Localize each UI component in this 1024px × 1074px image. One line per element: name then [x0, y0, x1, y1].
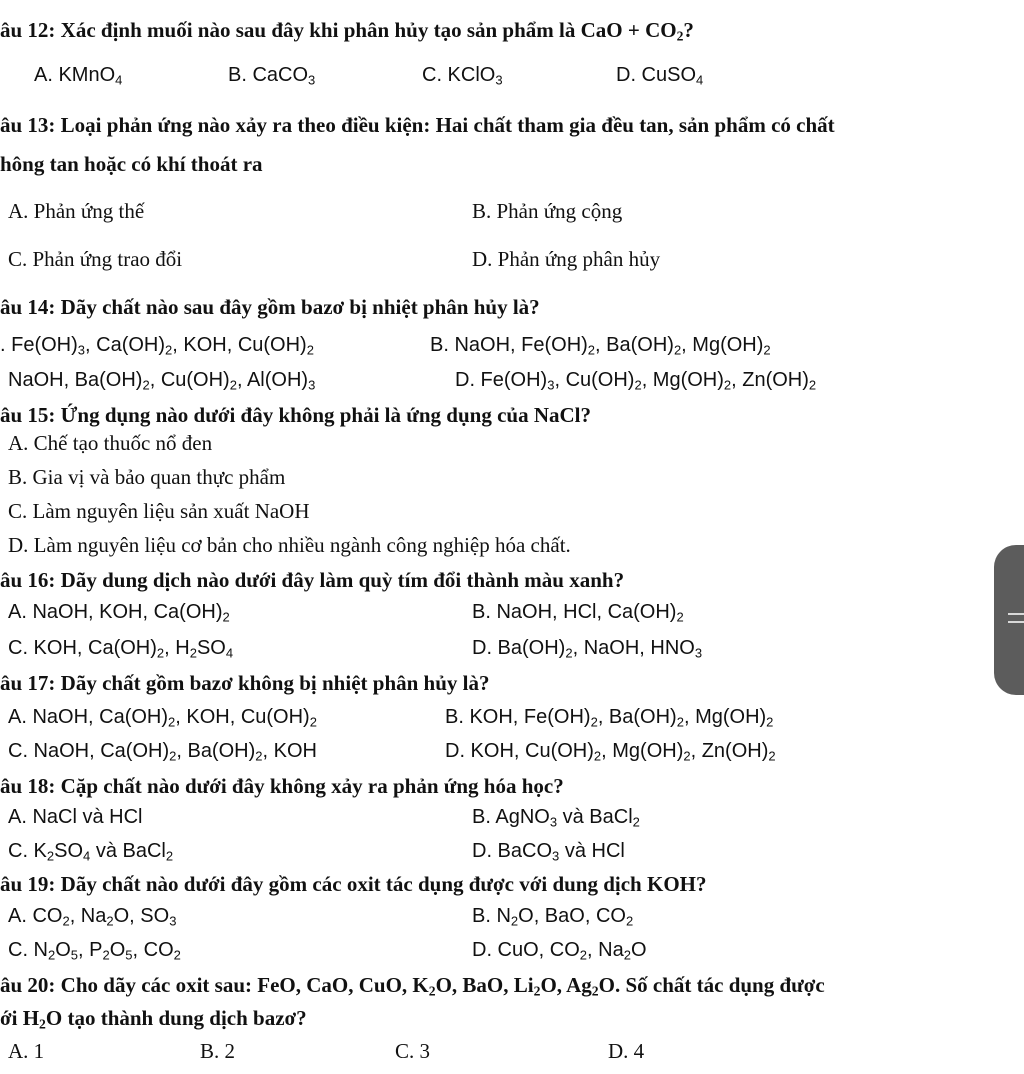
q20-option-c: C. 3 — [395, 1039, 431, 1063]
q15-option-b: B. Gia vị và bảo quan thực phẩm — [8, 465, 286, 489]
q15-option-a: A. Chế tạo thuốc nổ đen — [8, 431, 213, 455]
q18-option-d: D. BaCO$_3$ và HCl — [472, 840, 625, 864]
q14-option-b: B. NaOH, $Fe(OH)_2$, $Ba(OH)_2$, $Mg(OH)_2$ — [430, 334, 771, 358]
question-20-title-cont: ới $H_2O$ tạo thành dung dịch bazơ? — [0, 1006, 307, 1032]
q20-option-b: B. 2 — [200, 1039, 236, 1063]
question-17-title: âu 17: Dãy chất gồm bazơ không bị nhiệt phân hủy là? — [0, 671, 490, 695]
question-15-title: âu 15: Ứng dụng nào dưới đây không phải là ứng dụng của NaCl? — [0, 403, 592, 427]
q20-option-d: D. 4 — [608, 1039, 645, 1063]
q16-option-c: C. KOH, $Ca(OH)_2$, $H_2SO_4$ — [8, 637, 234, 661]
question-14-title: âu 14: Dãy chất nào sau đây gồm bazơ bị nhiệt phân hủy là? — [0, 295, 540, 319]
question-16-title: âu 16: Dãy dung dịch nào dưới đây làm quỳ tím đổi thành màu xanh? — [0, 568, 625, 592]
q12-option-a: A. KMnO$_4$ — [34, 64, 123, 88]
q15-option-c: C. Làm nguyên liệu sản xuất NaOH — [8, 499, 310, 523]
question-20-title: âu 20: Cho dãy các oxit sau: FeO, CaO, CuO, $K_2O$, BaO, $Li_2O$, $Ag_2O$. Số chất tác dụng được — [0, 973, 825, 999]
q12-option-b: B. CaCO$_3$ — [228, 64, 316, 88]
q17-option-a: A. NaOH, $Ca(OH)_2$, KOH, $Cu(OH)_2$ — [8, 706, 317, 730]
q12-option-d: D. CuSO$_4$ — [616, 64, 704, 88]
q14-option-a: . $Fe(OH)_3$, $Ca(OH)_2$, KOH, $Cu(OH)_2$ — [0, 334, 314, 358]
q18-option-b: B. AgNO$_3$ và BaCl$_2$ — [472, 806, 640, 830]
q17-option-c: C. NaOH, $Ca(OH)_2$, $Ba(OH)_2$, KOH — [8, 740, 317, 764]
question-13-title-cont: hông tan hoặc có khí thoát ra — [0, 152, 263, 176]
q13-option-b: B. Phản ứng cộng — [472, 199, 623, 223]
q20-option-a: A. 1 — [8, 1039, 45, 1063]
q14-option-c: NaOH, $Ba(OH)_2$, $Cu(OH)_2$, $Al(OH)_3$ — [8, 369, 316, 393]
q19-option-d: D. CuO, $CO_2$, $Na_2O$ — [472, 939, 647, 963]
q18-option-a: A. NaCl và HCl — [8, 806, 143, 828]
q12-option-c: C. KClO$_3$ — [422, 64, 503, 88]
q14-option-d: D. $Fe(OH)_3$, $Cu(OH)_2$, $Mg(OH)_2$, $Zn(OH)_2$ — [455, 369, 817, 393]
q19-option-b: B. $N_2O$, BaO, $CO_2$ — [472, 905, 634, 929]
question-19-title: âu 19: Dãy chất nào dưới đây gồm các oxit tác dụng được với dung dịch KOH? — [0, 872, 707, 896]
scroll-drag-tab[interactable] — [994, 545, 1024, 695]
q16-option-d: D. $Ba(OH)_2$, NaOH, $HNO_3$ — [472, 637, 703, 661]
q17-option-d: D. KOH, $Cu(OH)_2$, $Mg(OH)_2$, $Zn(OH)_2$ — [445, 740, 776, 764]
q16-option-a: A. NaOH, KOH, $Ca(OH)_2$ — [8, 601, 230, 625]
q19-option-a: A. $CO_2$, $Na_2O$, $SO_3$ — [8, 905, 177, 929]
q18-option-c: C. $K_2SO_4$ và BaCl$_2$ — [8, 840, 174, 864]
q13-option-a: A. Phản ứng thế — [8, 199, 145, 223]
question-13-title: âu 13: Loại phản ứng nào xảy ra theo điều kiện: Hai chất tham gia đều tan, sản phẩm có chất — [0, 113, 835, 137]
q13-option-d: D. Phản ứng phân hủy — [472, 247, 661, 271]
q17-option-b: B. KOH, $Fe(OH)_2$, $Ba(OH)_2$, $Mg(OH)_2$ — [445, 706, 774, 730]
question-18-title: âu 18: Cặp chất nào dưới đây không xảy ra phản ứng hóa học? — [0, 774, 564, 798]
q19-option-c: C. $N_2O_5$, $P_2O_5$, $CO_2$ — [8, 939, 181, 963]
q15-option-d: D. Làm nguyên liệu cơ bản cho nhiều ngành công nghiệp hóa chất. — [8, 533, 571, 557]
question-12-title: âu 12: Xác định muối nào sau đây khi phân hủy tạo sản phẩm là CaO + $CO_2$? — [0, 18, 694, 44]
q16-option-b: B. NaOH, HCl, $Ca(OH)_2$ — [472, 601, 684, 625]
q13-option-c: C. Phản ứng trao đổi — [8, 247, 183, 271]
